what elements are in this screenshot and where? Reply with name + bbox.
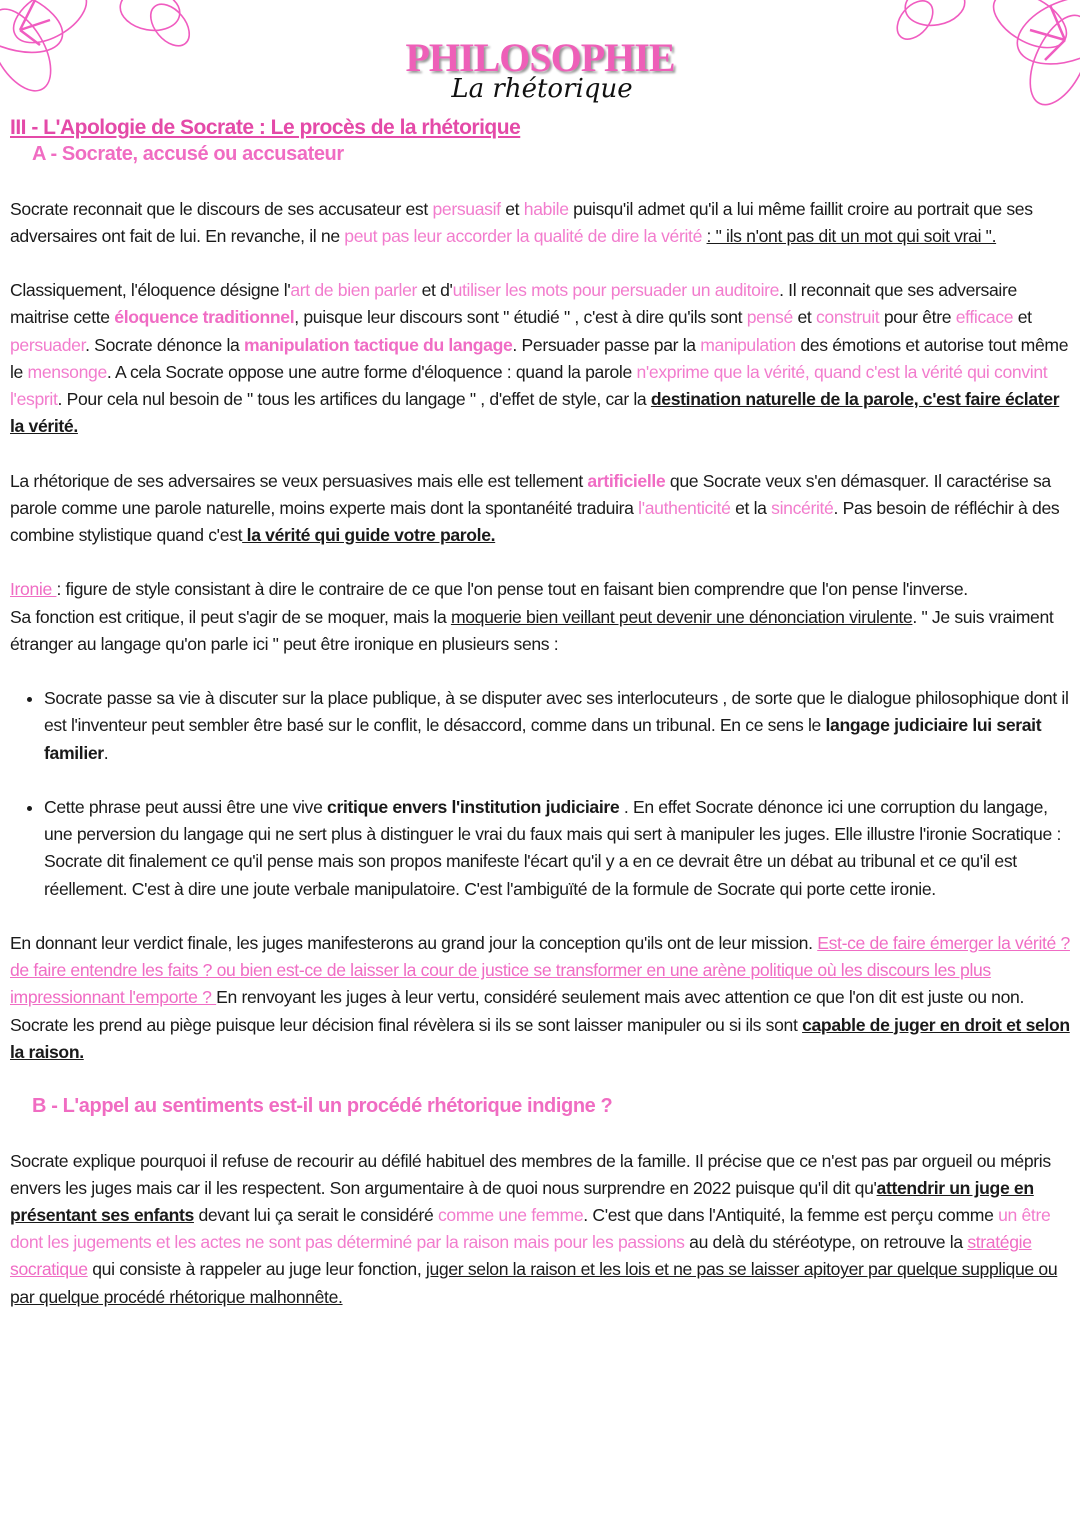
text-run: et la <box>730 497 772 518</box>
text-run: et d' <box>417 280 453 301</box>
text-run: Sa fonction est critique, il peut s'agir de se moquer, mais la <box>10 606 451 627</box>
text-run: En renvoyant les juges à leur vertu, considéré seulement mais avec attention ce que l'on dit est juste ou non. Socrate les prend au piège puisque leur décision final révèlera si ils se sont laisser manipuler ou si ils sont <box>10 987 1025 1035</box>
highlighted-text: artificielle <box>587 470 666 491</box>
text-run: Socrate passe sa vie à discuter sur la place publique, à se disputer avec ses interlocuteurs , de sorte que le dialogue philosophique dont il est l'inventeur peut sembler être basé sur le conflit, le désaccord, comme dans un tribunal. En ce sens le <box>44 688 1069 736</box>
text-run: : figure de style consistant à dire le contraire de ce que l'on pense tout en faisant bien comprendre que l'on pense l'inverse. <box>56 579 968 600</box>
highlighted-text: Est-ce de faire émerger la vérité ? de faire entendre les faits ? ou bien est-ce de laisser la cour de justice se transformer en une arène politique où les discours les plus impressionnant l'emporte ? <box>10 932 1070 1008</box>
text-run: . C'est que dans l'Antiquité, la femme est perçu comme <box>583 1204 999 1225</box>
spacer <box>10 168 1072 195</box>
highlighted-text: peut pas leur accorder la qualité de dire la vérité <box>344 225 702 246</box>
highlighted-text: manipulation <box>700 334 796 355</box>
highlighted-text: stratégie socratique <box>10 1232 1032 1280</box>
highlighted-text: persuader <box>10 334 86 355</box>
highlighted-text: l'authenticité <box>638 497 731 518</box>
highlighted-text: manipulation tactique du langage <box>244 334 513 355</box>
highlighted-text: un être dont les jugements et les actes ne sont pas déterminé par la raison mais pour les passions <box>10 1204 1051 1253</box>
paragraph <box>10 1148 1072 1311</box>
page-title: PHILOSOPHIE <box>405 35 675 80</box>
highlighted-text: efficace <box>955 307 1014 328</box>
highlighted-text: Ironie <box>10 579 57 600</box>
highlighted-text: construit <box>815 307 880 328</box>
text-run: . A cela Socrate oppose une autre forme d'éloquence : quand la parole <box>106 361 637 382</box>
text-run: que Socrate veux s'en démasquer. Il caractérise sa parole comme une parole naturelle, moins experte mais dont la spontanéité traduira <box>10 470 1051 518</box>
text-run: qui consiste à rappeler au juge leur fonction, <box>87 1259 426 1280</box>
spacer <box>10 1120 1072 1147</box>
highlighted-text: : " ils n'ont pas dit un mot qui soit vrai ". <box>706 225 997 246</box>
highlighted-text: comme une femme <box>437 1204 584 1225</box>
highlighted-text: persuasif <box>432 198 501 219</box>
paragraph <box>10 277 1072 440</box>
page-subtitle: La rhétorique <box>451 74 633 104</box>
subsection-heading: B - L'appel au sentiments est-il un procédé rhétorique indigne ? <box>32 1095 613 1118</box>
highlighted-text: éloquence traditionnel <box>114 307 295 328</box>
highlighted-text: destination naturelle de la parole, c'est faire éclater la vérité. <box>10 389 1060 437</box>
text-run: , puisque leur discours sont " étudié " , c'est à dire qu'ils sont <box>294 307 747 328</box>
paragraph <box>10 576 1072 658</box>
text-run: Cette phrase peut aussi être une vive <box>44 796 328 817</box>
document-blocks <box>10 141 1072 1311</box>
text-run: puisqu'il admet qu'il a lui même faillit croire au portrait que ses adversaires ont fait de lui. En revanche, il ne <box>10 198 1033 246</box>
list-item <box>44 685 1072 767</box>
text-run: . En effet Socrate dénonce ici une corruption du langage, une perversion du langage qui ne sert plus à distinguer le vrai du faux mais qui sert à manipuler les juges. Elle illustre l'ironie Socratique : Socrate dit finalement ce qu'il pense mais son propos manifeste l'écart qu'il y a en ce devrait être un débat au tribunal et ce qu'il est réellement. C'est à dire une joute verbale manipulatoire. C'est l'ambiguïté de la formule de Socrate qui porte cette ironie. <box>44 796 1061 899</box>
text-run: . Persuader passe par la <box>512 334 701 355</box>
text-run: et <box>1013 307 1032 328</box>
paragraph <box>10 930 1072 1066</box>
text-run: . <box>103 742 109 763</box>
text-run: Socrate reconnait que le discours de ses accusateur est <box>10 198 433 219</box>
text-run: et <box>500 198 524 219</box>
text-run: . Il reconnait que ses adversaire maitrise cette <box>10 280 1017 328</box>
text-run: . " Je suis vraiment étranger au langage qu'on parle ici " peut être ironique en plusieurs sens : <box>10 606 1054 654</box>
section-heading: III - L'Apologie de Socrate : Le procès de la rhétorique <box>10 116 521 139</box>
highlighted-text: critique envers l'institution judiciaire <box>327 796 620 817</box>
highlighted-text: habile <box>523 198 569 219</box>
highlighted-text: attendrir un juge en présentant ses enfants <box>10 1177 1034 1225</box>
text-run: . Pas besoin de réfléchir à des combine stylistique quand c'est <box>10 497 1060 545</box>
text-run: La rhétorique de ses adversaires se veux persuasives mais elle est tellement <box>10 470 588 491</box>
highlighted-text: juger selon la raison et les lois et ne pas se laisser apitoyer par quelque supplique ou par quelque procédé rhétorique malhonnête. <box>10 1259 1058 1307</box>
highlighted-text: pensé <box>746 307 793 328</box>
highlighted-text: mensonge <box>27 361 107 382</box>
subsection-heading: A - Socrate, accusé ou accusateur <box>32 143 344 166</box>
text-run: devant lui ça serait le considéré <box>193 1204 438 1225</box>
highlighted-text: la vérité qui guide votre parole. <box>242 525 496 545</box>
paragraph <box>10 468 1072 550</box>
text-run: pour être <box>879 307 956 328</box>
bullet-list <box>10 685 1072 903</box>
text-run: Socrate explique pourquoi il refuse de recourir au défilé habituel des membres de la famille. Il précise que ce n'est pas par orgueil ou mépris envers les juges mais car il les respectent. Son argumentaire à de quoi nous surprendre en 2022 puisque qu'il dit qu' <box>10 1150 1051 1198</box>
highlighted-text: moquerie bien veillant peut devenir une dénonciation virulente <box>450 606 913 627</box>
highlighted-text: art de bien parler <box>290 280 418 301</box>
text-run: . Socrate dénonce la <box>85 334 245 355</box>
text-run: . Pour cela nul besoin de " tous les artifices du langage " , d'effet de style, car la <box>57 389 651 409</box>
highlighted-text: utiliser les mots pour persuader un auditoire <box>452 280 780 301</box>
highlighted-text: langage judiciaire lui serait familier <box>44 715 1042 763</box>
text-run: En donnant leur verdict finale, les juges manifesterons au grand jour la conception qu'ils ont de leur mission. <box>10 932 818 953</box>
paragraph <box>10 196 1072 250</box>
highlighted-text: capable de juger en droit et selon la raison. <box>10 1014 1070 1062</box>
text-run: et <box>792 307 816 328</box>
document-body <box>10 114 1072 1338</box>
text-run: Classiquement, l'éloquence désigne l' <box>10 280 291 301</box>
highlighted-text: sincérité <box>771 497 834 518</box>
text-run: des émotions et autorise tout même le <box>10 334 1069 382</box>
list-item <box>44 794 1072 903</box>
highlighted-text: n'exprime que la vérité, quand c'est la vérité qui convint l'esprit <box>10 361 1048 409</box>
text-run: au delà du stéréotype, on retrouve la <box>684 1232 968 1253</box>
